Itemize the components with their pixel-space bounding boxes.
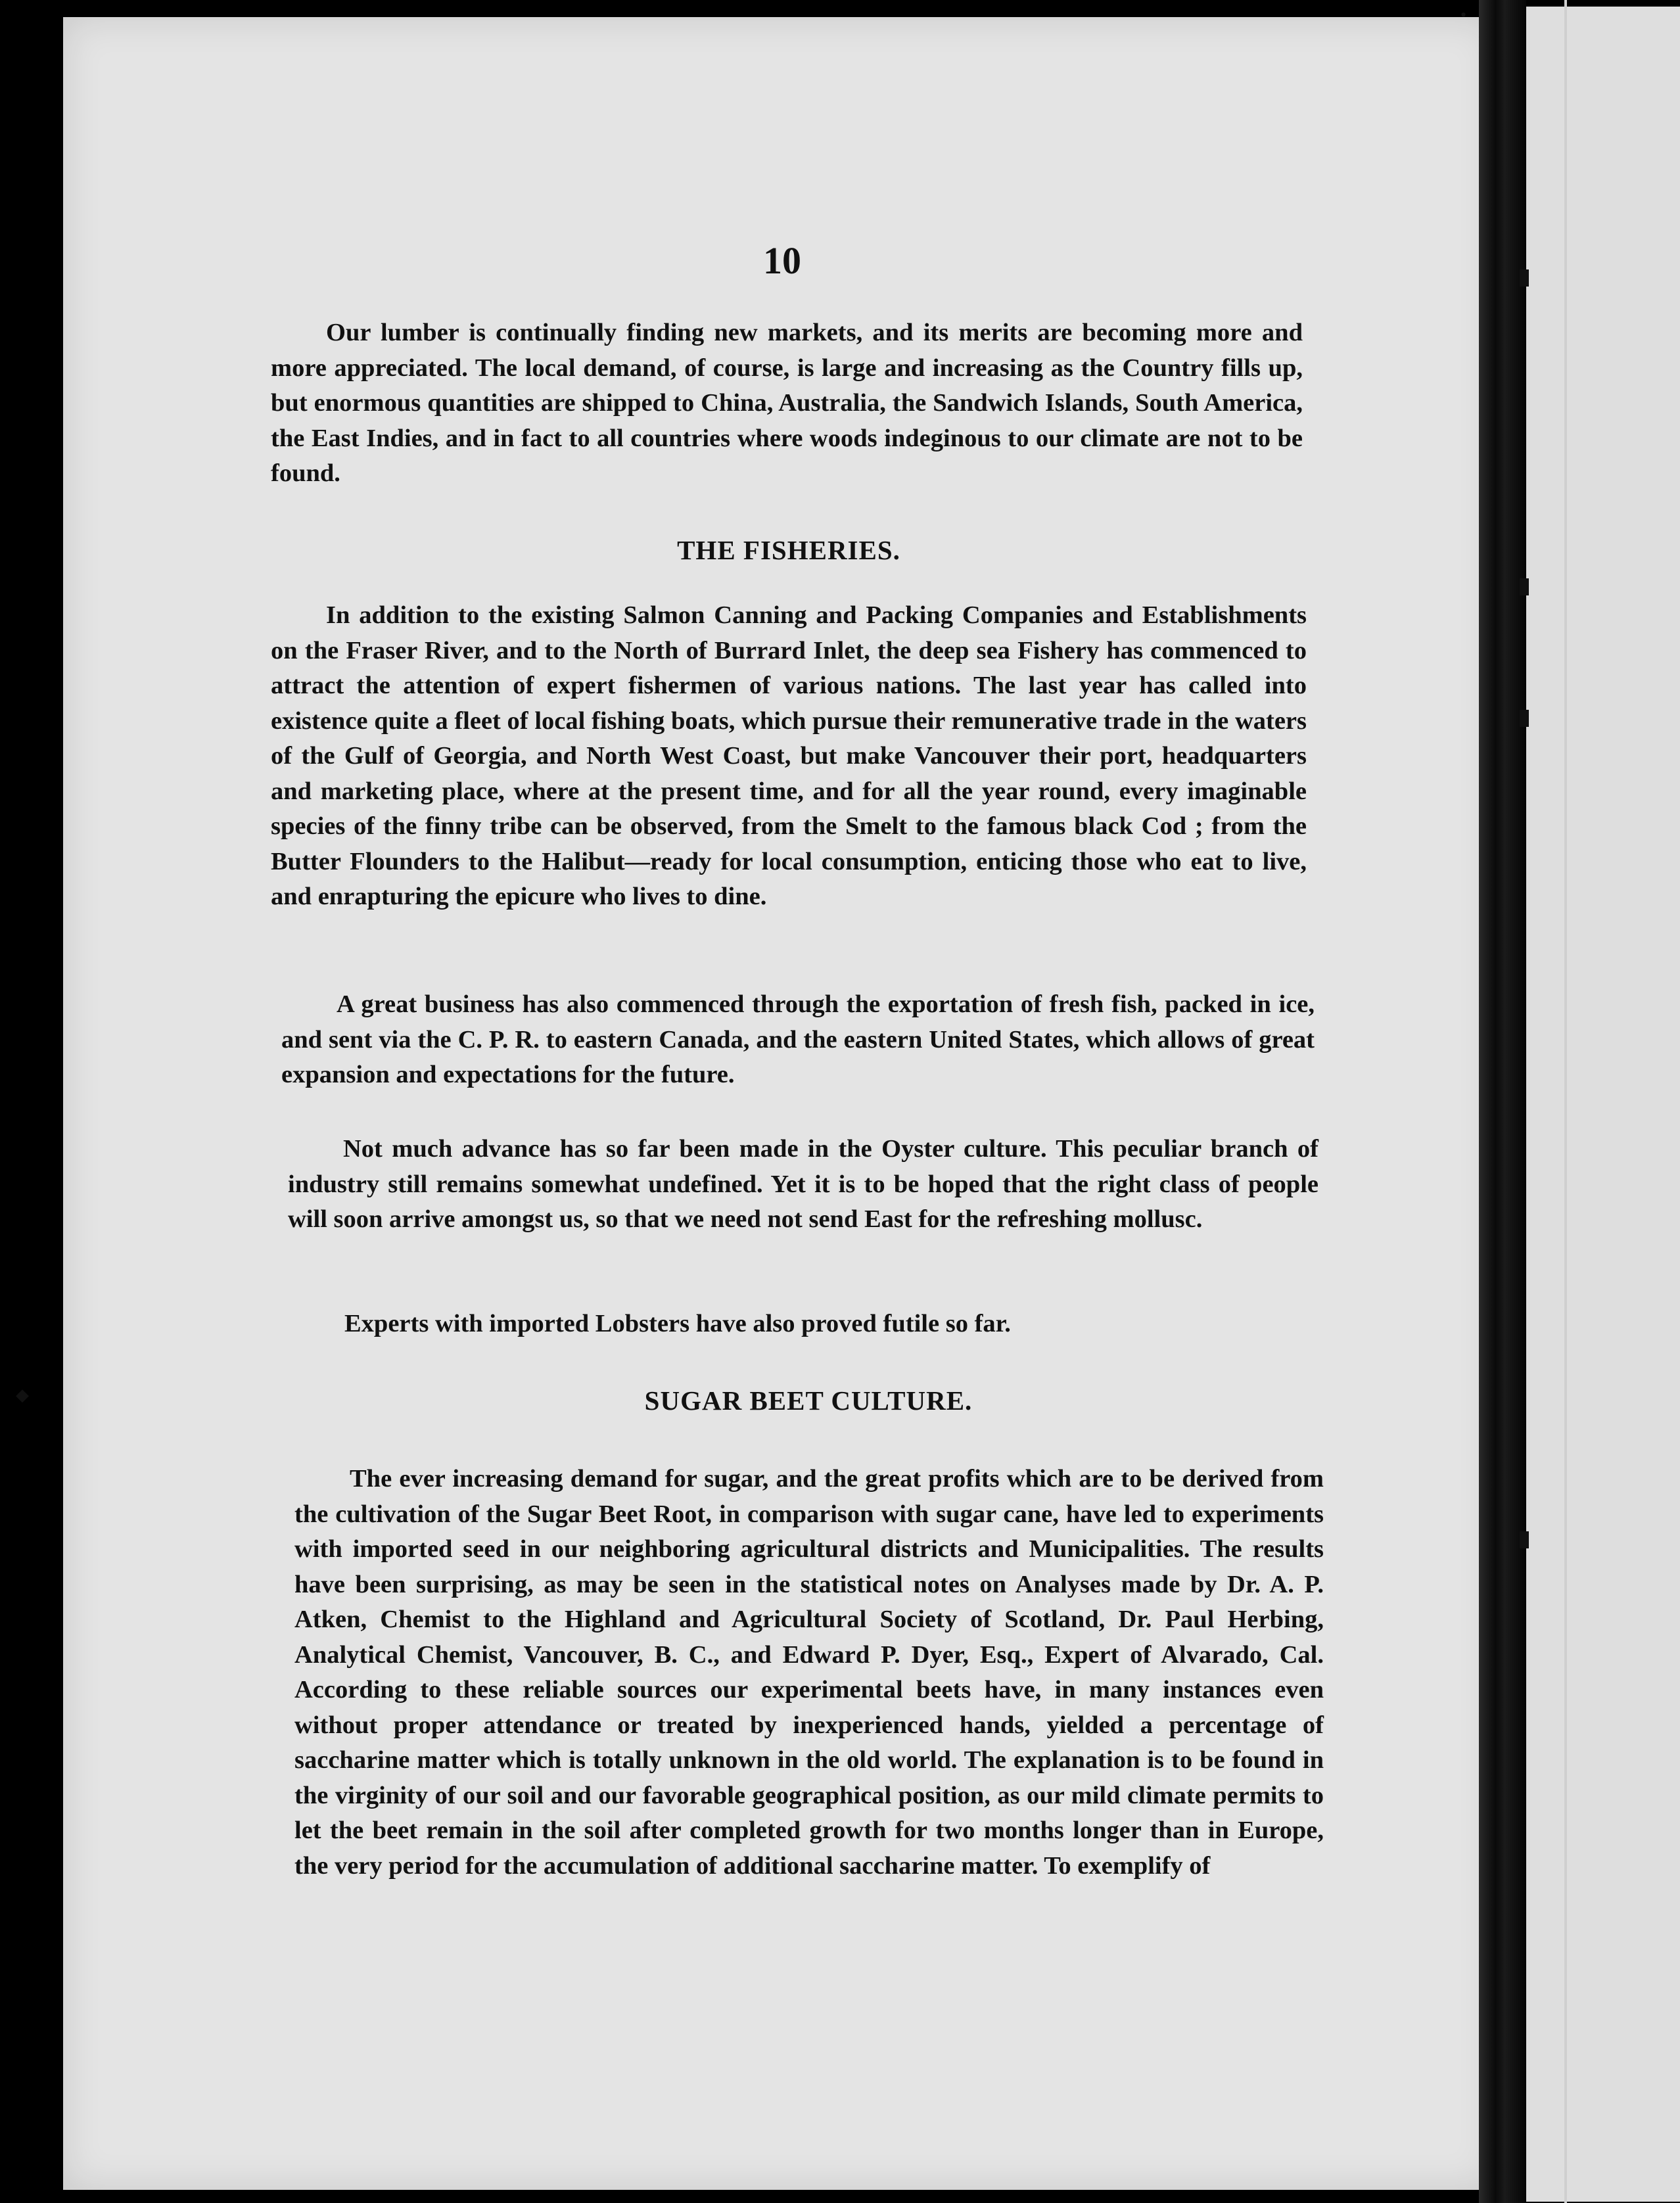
scan-speck-mark: ◆ (16, 1385, 29, 1404)
paragraph-oyster-culture: Not much advance has so far been made in the Oyster culture. This peculiar branch of industry still remains somewhat undefined. Yet it is to be hoped that the right class of people will soon arrive amongst us, so that we need not send East for the refreshing mollusc. (288, 1135, 1318, 1233)
paragraph-lobsters: Experts with imported Lobsters have also proved futile so far. (344, 1310, 1011, 1337)
paragraph-fisheries: In addition to the existing Salmon Canning and Packing Companies and Establishments on the Fraser River, and to the North of Burrard Inlet, the deep sea Fishery has commenced to attract the attention of expert fishermen of various nations. The last year has called into existence quite a fleet of local fishing boats, which pursue their remunerative trade in the waters of the Gulf of Georgia, and North West Coast, but make Vancouver their port, headquarters and marketing place, where at the present time, and for all the year round, every imaginable species of the finny tribe can be observed, from the Smelt to the famous black Cod ; from the Butter Flounders to the Halibut—ready for local consumption, enticing those who eat to live, and enrapturing the epicure who lives to dine. (271, 601, 1307, 910)
heading-fisheries: THE FISHERIES. (677, 535, 900, 565)
page-number: 10 (763, 239, 801, 282)
heading-sugar-beet-culture: SUGAR BEET CULTURE. (644, 1385, 973, 1416)
paragraph-lumber: Our lumber is continually finding new markets, and its merits are becoming more and more appreciated. The local demand, of course, is large and increasing as the Country fills up, but enormous quantities are shipped to China, Australia, the Sandwich Islands, South America, the East Indies, and in fact to all countries where woods indeginous to our climate are not to be found. (271, 319, 1303, 487)
paragraph-sugar-beet: The ever increasing demand for sugar, and the great profits which are to be derived from the cultivation of the Sugar Beet Root, in comparison with sugar cane, have led to experiments with imported seed in our neighboring agricultural districts and Municipalities. The results have been surprising, as may be seen in the statistical notes on Analyses made by Dr. A. P. Atken, Chemist to the Highland and Agricultural Society of Scotland, Dr. Paul Herbing, Analytical Chemist, Vancouver, B. C., and Edward P. Dyer, Esq., Expert of Alvarado, Cal. According to these reliable sources our experimental beets have, in many instances even without proper attendance or treated by inexperienced hands, yielded a percentage of saccharine matter which is totally unknown in the old world. The explanation is to be found in the virginity of our soil and our favorable geographical position, as our mild climate permits to let the beet remain in the soil after completed growth for two months longer than in Europe, the very period for the accumulation of additional saccharine matter. To exemplify of (294, 1465, 1324, 1880)
paragraph-fresh-fish-export: A great business has also commenced through the exportation of fresh fish, packed in ice, and sent via the C. P. R. to eastern Canada, and the eastern United States, which allows of great expansion and expectations for the future. (281, 990, 1315, 1088)
scan-speck-mark: • (1460, 5, 1467, 24)
